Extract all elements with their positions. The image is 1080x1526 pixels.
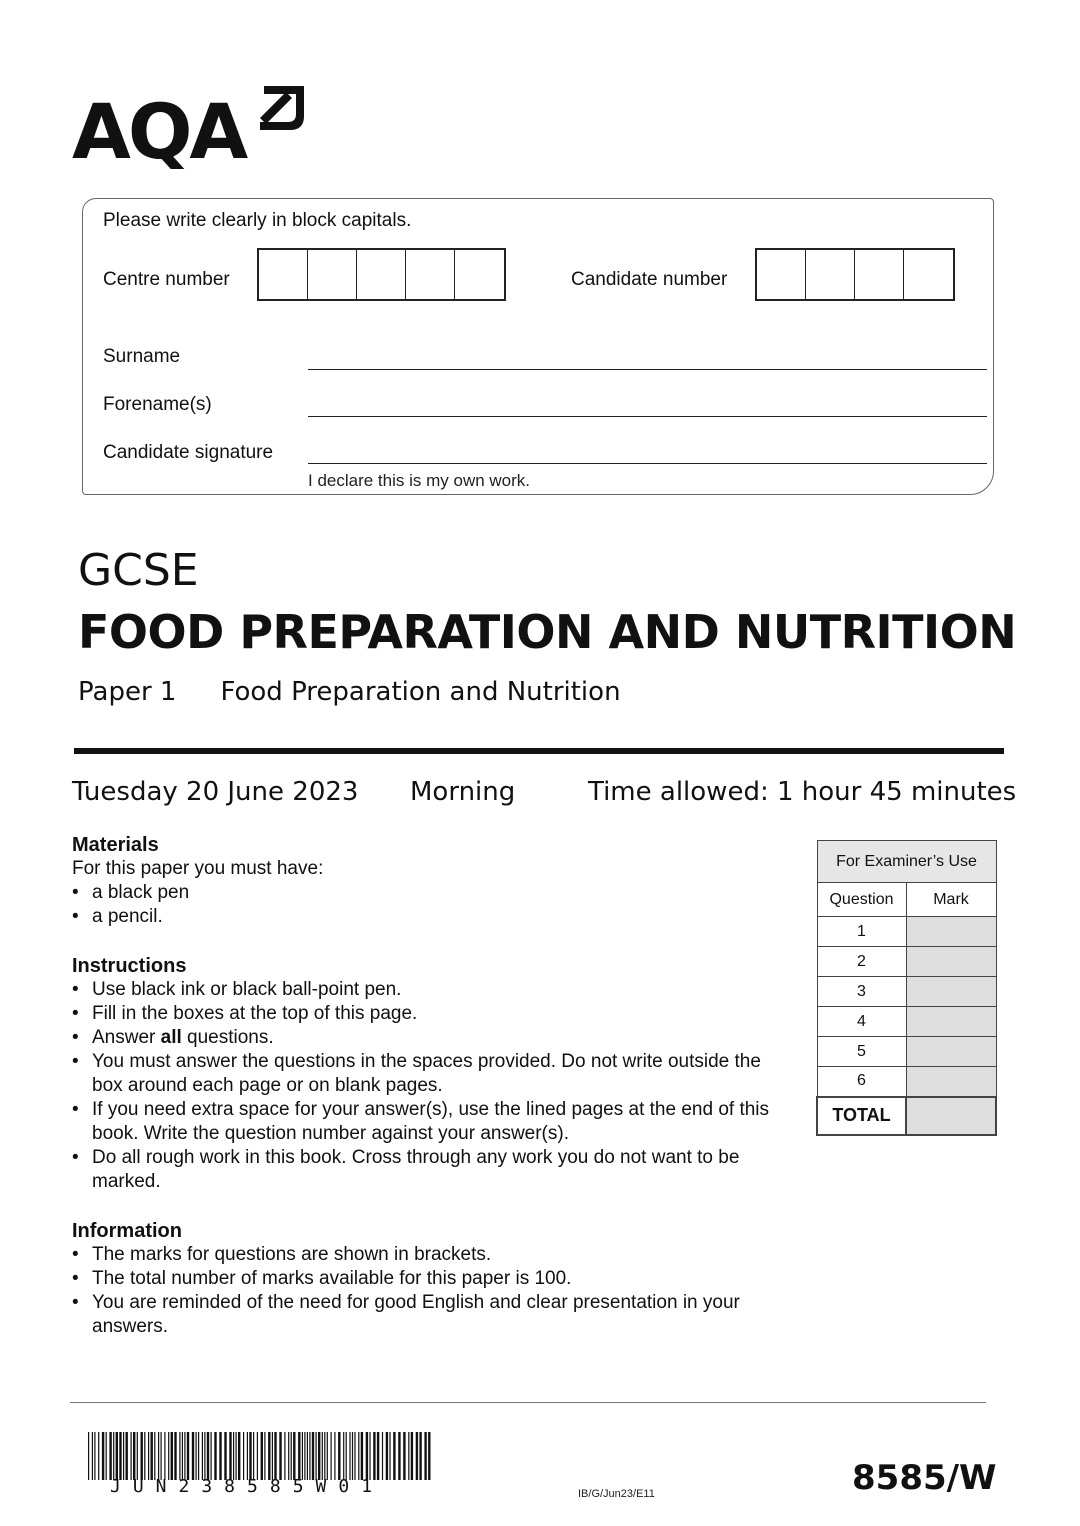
footer-divider [70, 1402, 986, 1403]
mark-cell [906, 917, 996, 947]
question-number: 2 [817, 947, 906, 977]
centre-number-digit[interactable] [357, 250, 406, 299]
signature-field[interactable] [308, 463, 987, 464]
list-item: • Do all rough work in this book. Cross through any work you do not want to be marked. [72, 1146, 782, 1194]
paper-number: Paper 1 [78, 677, 177, 707]
materials-heading: Materials [72, 834, 159, 856]
candidate-number-digit[interactable] [757, 250, 806, 299]
mark-cell [906, 977, 996, 1007]
mark-column-header: Mark [906, 883, 996, 917]
exam-date: Tuesday 20 June 2023 [72, 777, 359, 807]
centre-number-digit[interactable] [455, 250, 504, 299]
aqa-logo [72, 82, 312, 176]
logo-mark-icon [256, 82, 306, 134]
barcode-text: JUN238585W01 [110, 1476, 385, 1497]
list-item: • a pencil. [72, 905, 792, 929]
list-item: • You are reminded of the need for good English and clear presentation in your answers. [72, 1291, 792, 1339]
qualification-title: GCSE [78, 545, 199, 596]
list-item: • If you need extra space for your answer(s), use the lined pages at the end of this book. Write the question number against your answer(s). [72, 1098, 782, 1146]
question-number: 5 [817, 1037, 906, 1067]
block-capitals-instruction: Please write clearly in block capitals. [103, 210, 412, 231]
materials-intro: For this paper you must have: [72, 858, 324, 879]
list-item: • The marks for questions are shown in brackets. [72, 1243, 792, 1267]
question-number: 1 [817, 917, 906, 947]
examiner-use-table [816, 840, 997, 1136]
centre-number-digit[interactable] [259, 250, 308, 299]
mark-cell [906, 947, 996, 977]
forename-label: Forename(s) [103, 394, 212, 415]
centre-number-digit[interactable] [308, 250, 357, 299]
paper-code: 8585/W [852, 1458, 997, 1498]
total-mark-cell [906, 1097, 996, 1135]
question-number: 3 [817, 977, 906, 1007]
list-item: • You must answer the questions in the spaces provided. Do not write outside the box around each page or on blank pages. [72, 1050, 782, 1098]
mark-cell [906, 1037, 996, 1067]
question-column-header: Question [817, 883, 906, 917]
information-section [72, 1219, 792, 1339]
centre-number-boxes[interactable] [257, 248, 506, 301]
surname-field[interactable] [308, 369, 987, 370]
forename-field[interactable] [308, 416, 987, 417]
question-number: 4 [817, 1007, 906, 1037]
signature-label: Candidate signature [103, 442, 274, 463]
paper-title: Food Preparation and Nutrition [220, 677, 621, 707]
title-divider [74, 748, 1004, 754]
exam-session: Morning [410, 777, 516, 807]
information-heading: Information [72, 1220, 182, 1242]
instructions-section [72, 954, 782, 1194]
candidate-number-digit[interactable] [806, 250, 855, 299]
logo-text: AQA [72, 87, 246, 176]
declaration-text: I declare this is my own work. [308, 471, 531, 490]
centre-number-label: Centre number [103, 269, 230, 290]
mark-cell [906, 1007, 996, 1037]
instructions-heading: Instructions [72, 955, 187, 977]
paper-line [78, 677, 621, 707]
question-number: 6 [817, 1067, 906, 1097]
total-label: TOTAL [817, 1097, 906, 1135]
list-item: • Use black ink or black ball-point pen. [72, 978, 782, 1002]
barcode-icon [88, 1432, 433, 1480]
candidate-number-boxes[interactable] [755, 248, 955, 301]
centre-number-digit[interactable] [406, 250, 455, 299]
list-item: • Fill in the boxes at the top of this page. [72, 1002, 782, 1026]
surname-label: Surname [103, 346, 181, 367]
subject-title: FOOD PREPARATION AND NUTRITION [78, 605, 1017, 659]
materials-section [72, 833, 792, 929]
list-item: • a black pen [72, 881, 792, 905]
candidate-number-digit[interactable] [855, 250, 904, 299]
list-item: • The total number of marks available for this paper is 100. [72, 1267, 792, 1291]
candidate-number-digit[interactable] [904, 250, 953, 299]
reference-code: IB/G/Jun23/E11 [578, 1488, 655, 1500]
list-item: • Answer all questions. [72, 1026, 782, 1050]
examiner-table-heading: For Examiner’s Use [817, 841, 996, 883]
time-allowed: Time allowed: 1 hour 45 minutes [588, 777, 1017, 807]
mark-cell [906, 1067, 996, 1097]
candidate-number-label: Candidate number [571, 269, 728, 290]
